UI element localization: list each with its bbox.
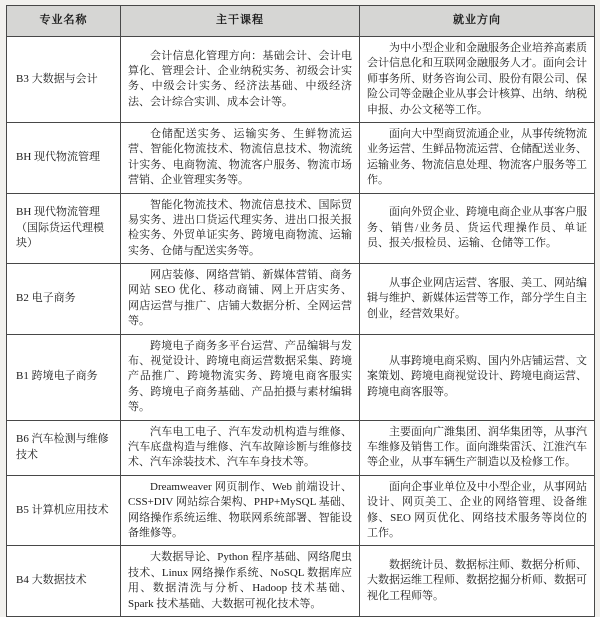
major-name-cell: BH 现代物流管理（国际货运代理模块） (7, 193, 121, 264)
table-row (7, 264, 595, 335)
table-row (7, 546, 595, 617)
employment-direction-cell (360, 475, 595, 546)
employment-direction-cell (360, 264, 595, 335)
employment-direction-cell (360, 193, 595, 264)
table-row (7, 122, 595, 193)
employment-direction-text: 面向大中型商贸流通企业，从事传统物流业务运营、生鲜品物流运营、仓储配送业务、运输业务、物流信息处理、物流客户服务等工作。 (367, 127, 587, 187)
core-courses-text: 网店装修、网络营销、新媒体营销、商务网站 SEO 优化、移动商铺、网上开店实务、网店运营与推广、店铺大数据分析、全网运营等。 (128, 269, 352, 328)
core-courses-text: 汽车电工电子、汽车发动机构造与维修、汽车底盘构造与维修、汽车故障诊断与维修技术、汽车涂装技术、汽车车身技术等。 (128, 425, 352, 469)
employment-direction-cell (360, 37, 595, 123)
employment-direction-cell (360, 546, 595, 617)
major-name-cell: B4 大数据技术 (7, 546, 121, 617)
employment-direction-text: 数据统计员、数据标注师、数据分析师、大数据运维工程师、数据挖掘分析师、数据可视化工程师等。 (367, 559, 587, 602)
core-courses-cell (121, 122, 360, 193)
core-courses-text: 大数据导论、Python 程序基础、网络爬虫技术、Linux 网络操作系统、NoSQL 数据库应用、数据清洗与分析、Hadoop 技术基础、Spark 技术基础、大数据可视化技术等。 (128, 551, 352, 610)
core-courses-cell (121, 334, 360, 420)
col-header-core-courses: 主干课程 (121, 6, 360, 37)
employment-direction-cell (360, 334, 595, 420)
table-row (7, 475, 595, 546)
table-row (7, 37, 595, 123)
core-courses-cell (121, 546, 360, 617)
major-name-cell: B2 电子商务 (7, 264, 121, 335)
employment-direction-cell (360, 122, 595, 193)
core-courses-cell (121, 475, 360, 546)
employment-direction-cell (360, 420, 595, 475)
core-courses-cell (121, 37, 360, 123)
employment-direction-text: 面向企事业单位及中小型企业，从事网站设计、网页美工、企业的网络管理、设备维修、SEO 网页优化、网络技术服务等岗位的工作。 (367, 480, 587, 539)
core-courses-text: Dreamweaver 网页制作、Web 前端设计、CSS+DIV 网站综合架构、PHP+MySQL 基础、网络操作系统运维、物联网系统部署、智能设备维修等。 (128, 480, 352, 539)
table-header (7, 6, 595, 37)
employment-direction-text: 面向外贸企业、跨境电商企业从事客户服务、销售/业务员、货运代理操作员、单证员、报关/报检员、运输、仓储等工作。 (367, 206, 587, 249)
core-courses-cell (121, 420, 360, 475)
employment-direction-text: 从事企业网店运营、客服、美工、网站编辑与维护、新媒体运营等工作，部分学生自主创业，经营效果好。 (367, 276, 587, 320)
table-row (7, 420, 595, 475)
core-courses-text: 跨境电子商务多平台运营、产品编辑与发布、视觉设计、跨境电商运营数据采集、跨境产品推广、跨境物流实务、跨境电商客服实务、跨境电子商务基础、产品拍摄与素材编辑等。 (128, 339, 352, 414)
major-name-cell: B5 计算机应用技术 (7, 475, 121, 546)
core-courses-cell (121, 264, 360, 335)
core-courses-text: 仓储配送实务、运输实务、生鲜物流运营、智能化物流技术、物流信息技术、物流统计实务、电商物流、物流客户服务、物流市场营销、企业管理实务等。 (128, 127, 352, 187)
major-name-cell: BH 现代物流管理 (7, 122, 121, 193)
majors-table (6, 5, 594, 617)
employment-direction-text: 为中小型企业和金融服务企业培养高素质会计信息化和互联网金融服务人才。面向会计师事务所、财务咨询公司、股份有限公司、保险公司等金融企业从事会计核算、出纳、纳税申报、办公文秘等工作。 (367, 42, 587, 116)
core-courses-text: 智能化物流技术、物流信息技术、国际贸易实务、进出口货运代理实务、进出口报关报检实务、外贸单证实务、跨境电商物流、运输实务、仓储与配送实务等。 (128, 198, 352, 257)
major-name-cell: B1 跨境电子商务 (7, 334, 121, 420)
col-header-employment-direction: 就业方向 (360, 6, 595, 37)
major-name-cell: B6 汽车检测与维修技术 (7, 420, 121, 475)
major-name-cell: B3 大数据与会计 (7, 37, 121, 123)
col-header-major-name: 专业名称 (7, 6, 121, 37)
employment-direction-text: 从事跨境电商采购、国内外店铺运营、文案策划、跨境电商视觉设计、跨境电商运营、跨境电商客服等。 (367, 355, 587, 398)
core-courses-cell (121, 193, 360, 264)
core-courses-text: 会计信息化管理方向：基础会计、会计电算化、管理会计、企业纳税实务、初级会计实务、中级会计实务、经济法基础、中级经济法、会计综合实训、成本会计等。 (128, 49, 352, 108)
table-body (7, 37, 595, 617)
table-row (7, 193, 595, 264)
employment-direction-text: 主要面向广潍集团、润华集团等，从事汽车维修及销售工作。面向潍柴雷沃、江淮汽车等企业，从事车辆生产制造以及检修工作。 (367, 425, 587, 469)
majors-courses-employment-table (6, 5, 595, 617)
table-row (7, 334, 595, 420)
header-row (7, 6, 595, 37)
